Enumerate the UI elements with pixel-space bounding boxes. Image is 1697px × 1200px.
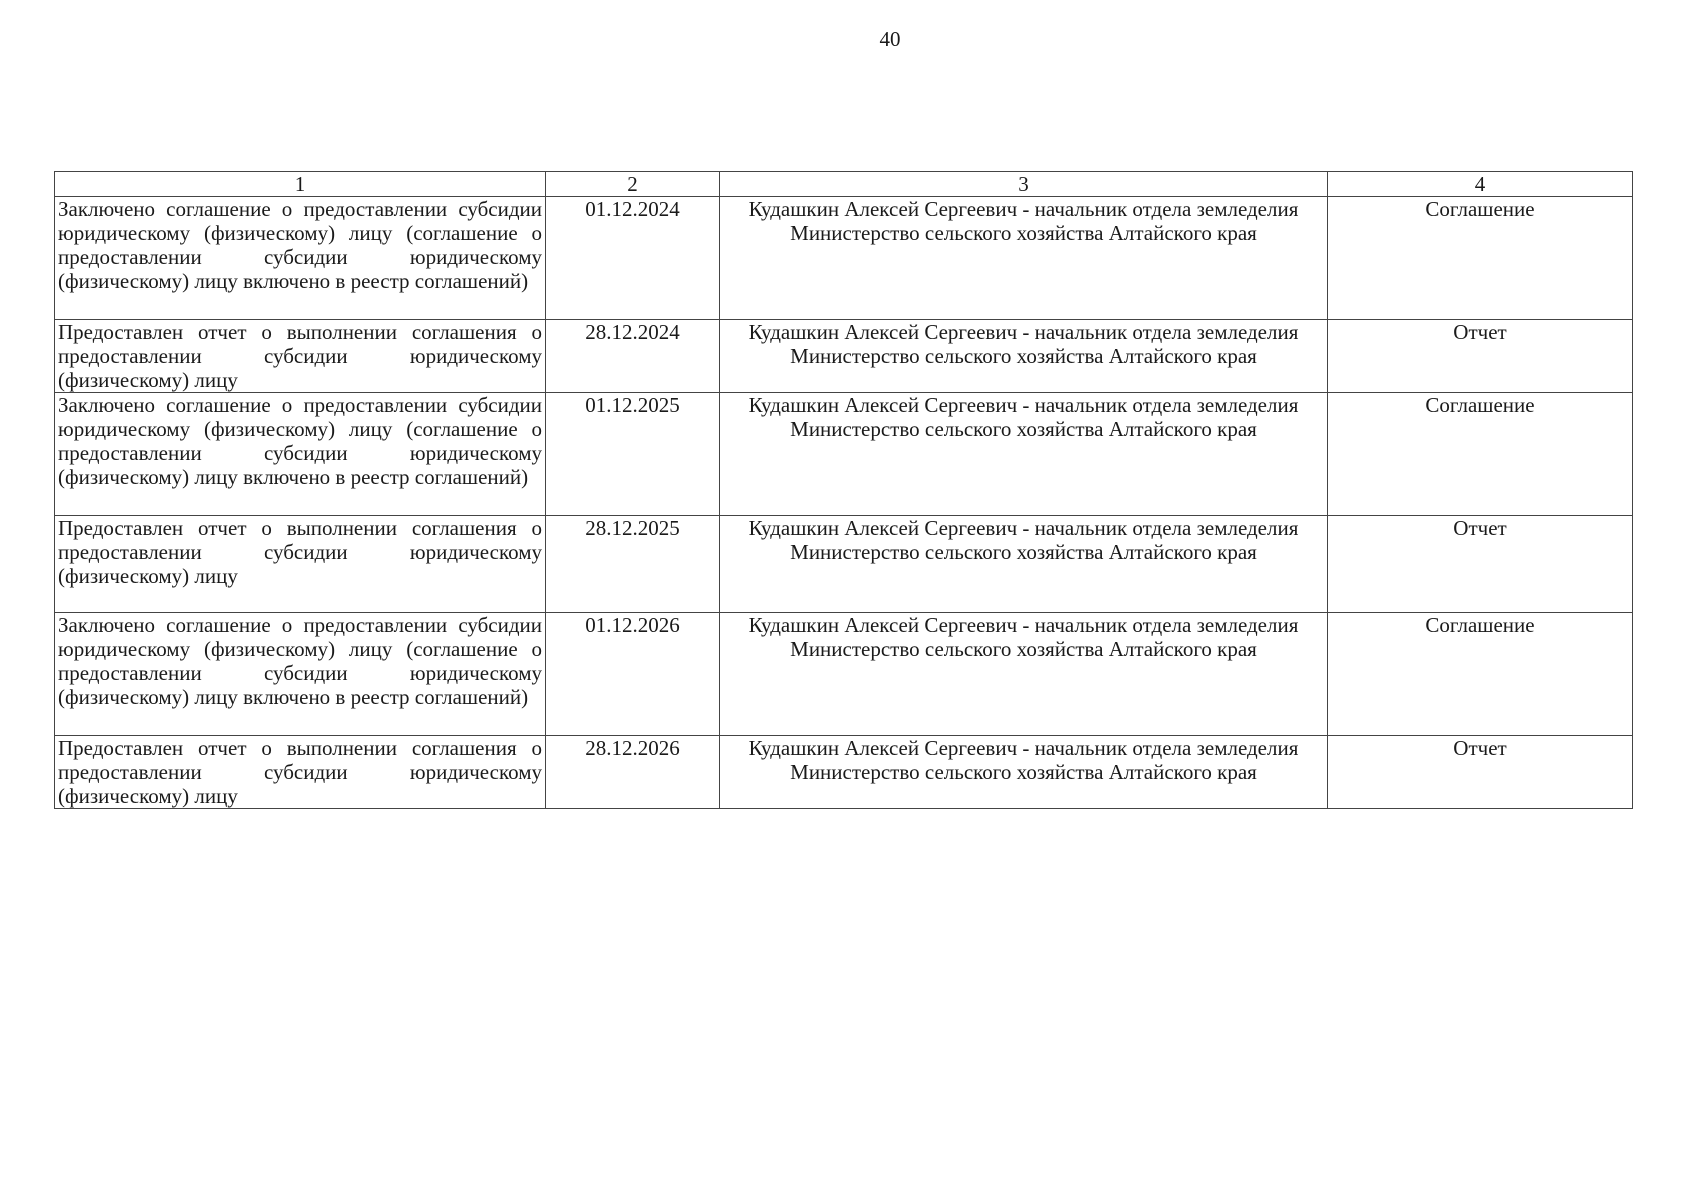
date-cell: 28.12.2024 xyxy=(546,320,720,393)
event-cell: Заключено соглашение о предоставлении субсидии юридическому (физическому) лицу (соглашение о предоставлении субсидии юридическому (физическому) лицу включено в реестр соглашений) xyxy=(55,613,546,736)
event-cell: Заключено соглашение о предоставлении субсидии юридическому (физическому) лицу (соглашение о предоставлении субсидии юридическому (физическому) лицу включено в реестр соглашений) xyxy=(55,197,546,320)
table-row xyxy=(55,320,1633,393)
page-number: 40 xyxy=(879,27,901,51)
responsible-cell: Кудашкин Алексей Сергеевич - начальник отдела земледелия Министерство сельского хозяйства Алтайского края xyxy=(720,613,1328,736)
document-cell: Соглашение xyxy=(1328,393,1633,516)
responsible-cell: Кудашкин Алексей Сергеевич - начальник отдела земледелия Министерство сельского хозяйства Алтайского края xyxy=(720,393,1328,516)
table-header-row xyxy=(55,172,1633,197)
date-cell: 01.12.2024 xyxy=(546,197,720,320)
event-cell: Предоставлен отчет о выполнении соглашения о предоставлении субсидии юридическому (физическому) лицу xyxy=(55,516,546,613)
event-cell: Предоставлен отчет о выполнении соглашения о предоставлении субсидии юридическому (физическому) лицу xyxy=(55,736,546,809)
event-cell: Предоставлен отчет о выполнении соглашения о предоставлении субсидии юридическому (физическому) лицу xyxy=(55,320,546,393)
column-header-1: 1 xyxy=(55,172,546,197)
document-cell: Отчет xyxy=(1328,320,1633,393)
responsible-cell: Кудашкин Алексей Сергеевич - начальник отдела земледелия Министерство сельского хозяйства Алтайского края xyxy=(720,736,1328,809)
document-cell: Соглашение xyxy=(1328,613,1633,736)
column-header-2: 2 xyxy=(546,172,720,197)
document-cell: Отчет xyxy=(1328,516,1633,613)
table-row xyxy=(55,393,1633,516)
control-points-table xyxy=(54,171,1633,809)
table-row xyxy=(55,197,1633,320)
date-cell: 01.12.2026 xyxy=(546,613,720,736)
date-cell: 01.12.2025 xyxy=(546,393,720,516)
column-header-3: 3 xyxy=(720,172,1328,197)
table-row xyxy=(55,613,1633,736)
responsible-cell: Кудашкин Алексей Сергеевич - начальник отдела земледелия Министерство сельского хозяйства Алтайского края xyxy=(720,516,1328,613)
event-cell: Заключено соглашение о предоставлении субсидии юридическому (физическому) лицу (соглашение о предоставлении субсидии юридическому (физическому) лицу включено в реестр соглашений) xyxy=(55,393,546,516)
document-cell: Соглашение xyxy=(1328,197,1633,320)
document-cell: Отчет xyxy=(1328,736,1633,809)
table-row xyxy=(55,516,1633,613)
date-cell: 28.12.2026 xyxy=(546,736,720,809)
responsible-cell: Кудашкин Алексей Сергеевич - начальник отдела земледелия Министерство сельского хозяйства Алтайского края xyxy=(720,320,1328,393)
date-cell: 28.12.2025 xyxy=(546,516,720,613)
responsible-cell: Кудашкин Алексей Сергеевич - начальник отдела земледелия Министерство сельского хозяйства Алтайского края xyxy=(720,197,1328,320)
table-row xyxy=(55,736,1633,809)
column-header-4: 4 xyxy=(1328,172,1633,197)
